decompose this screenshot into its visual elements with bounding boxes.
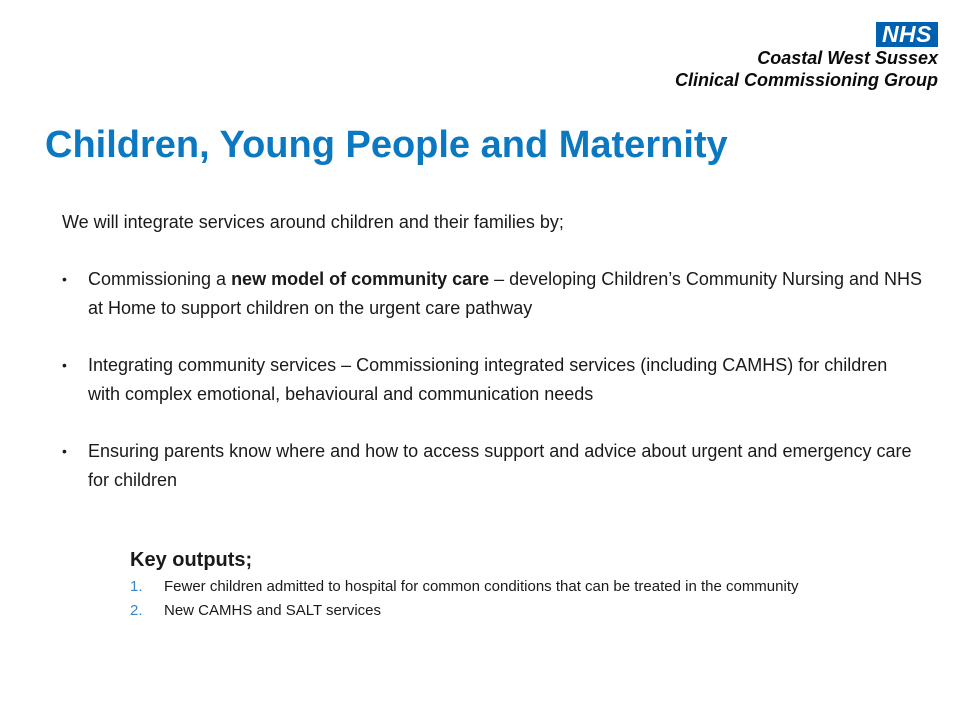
key-output-text: New CAMHS and SALT services [164,602,382,619]
bullet-item-integrating-services [62,351,922,409]
key-outputs-list [130,576,870,622]
bullet-text-bold: new model of community care [231,269,490,289]
bullet-item-community-care [62,265,922,323]
logo-org-line-1: Coastal West Sussex [757,48,938,68]
bullet-item-parents-access [62,437,922,495]
bullet-text: Ensuring parents know where and how to access support and advice about urgent and emergency care for children [88,441,912,490]
nhs-badge: NHS [876,22,938,47]
list-number: 2. [130,602,143,619]
logo-org-line-2: Clinical Commissioning Group [674,70,938,90]
slide-title: Children, Young People and Maternity [45,124,728,166]
key-output-text: Fewer children admitted to hospital for common conditions that can be treated in the community [164,578,799,595]
nhs-logo [675,22,938,91]
bullet-text: Integrating community services – Commissioning integrated services (including CAMHS) for children with complex emotional, behavioural and communication needs [88,355,888,404]
key-outputs [130,546,870,624]
slide-body [62,208,922,495]
bullet-text-prefix: Commissioning a [88,269,232,289]
list-number: 1. [130,578,143,595]
key-outputs-heading: Key outputs; [130,549,253,571]
key-output-item [130,600,870,622]
bullet-list [62,265,922,495]
key-output-item [130,576,870,598]
intro-text: We will integrate services around children and their families by; [62,212,564,232]
bullet-dot-icon: • [62,357,67,373]
bullet-dot-icon: • [62,271,67,287]
bullet-text-suffix: – developing Children’s Community Nursing and NHS at Home to support children on the urgent care pathway [88,269,923,318]
bullet-dot-icon: • [62,443,67,459]
